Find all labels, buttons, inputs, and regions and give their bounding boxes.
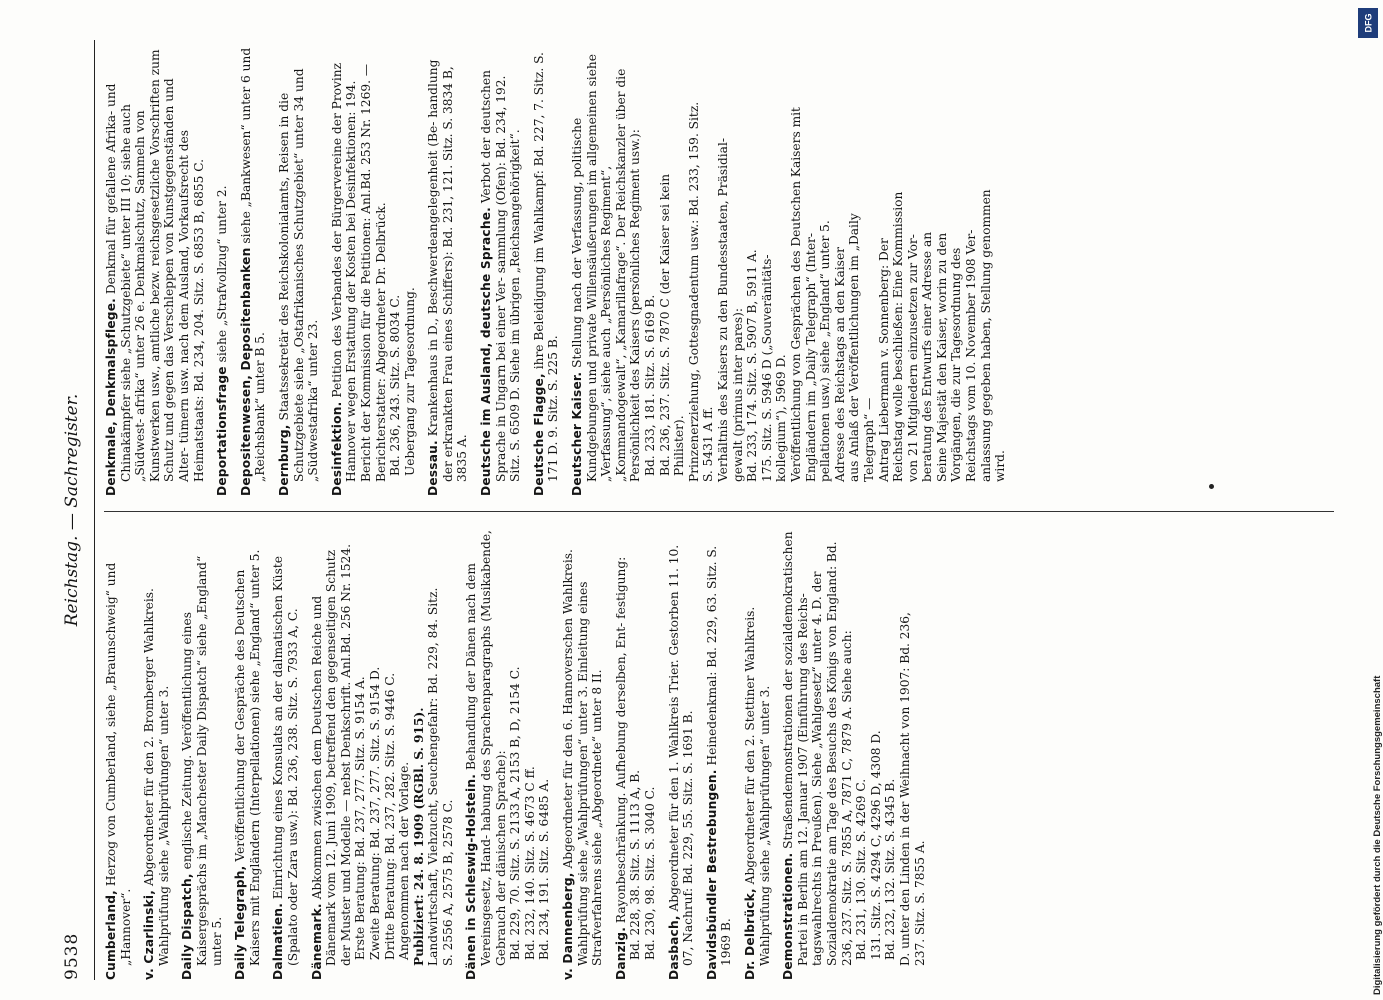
- entry-headword: Demonstrationen.: [781, 852, 796, 980]
- entry-text: die Schutzgebiete siehe „Ostafrikanisches Schutzgebiet“ unter 34: [276, 91, 306, 482]
- entry-continuation: S. 2556 A, 2575 B, 2578 C.: [440, 799, 455, 966]
- entry-text: Heimatstaats: Bd. 234, 204. Sitz. S. 6853 B, 6855 C.: [191, 158, 206, 482]
- entry-continuation: anlassung gegeben haben, Stellung genommen: [978, 189, 993, 482]
- entry-headword: Denkmale, Denkmalspflege.: [104, 297, 118, 496]
- index-entry: [532, 46, 561, 496]
- index-entry: [570, 46, 1008, 496]
- entry-subline: Uebergang zur Tagesordnung.: [402, 287, 417, 476]
- entry-text: Staatssekretär des Reichskolonialamts, Reisen in: [276, 111, 291, 421]
- entry-text: Stellung nach der Verfassung, politische Kundgebungen: [570, 117, 599, 482]
- entry-text: Desinfektionen: 194. Bericht der Kommission für die: [344, 80, 373, 482]
- entry-subline: Zweite Beratung: Bd. 237, 277. Sitz. S. 9154 D.: [367, 666, 382, 960]
- entry-headword: Cumberland,: [104, 890, 118, 980]
- entry-text: Siehe im übrigen „Reichsangehörigkeit“.: [508, 129, 523, 384]
- entry-continuation: aus Anlaß der Veröffentlichungen im „Daily: [847, 213, 862, 482]
- entry-continuation: von 21 Mitgliedern einzusetzen zur Vor-: [905, 234, 920, 482]
- entry-text: Petitionen: Anl.Bd. 253 Nr. 1269. — Berichterstatter:: [358, 63, 388, 482]
- entry-text: (persönliches Regiment usw.):: [628, 129, 643, 316]
- entry-text: und „Reichsbank“ unter B 5.: [238, 47, 268, 482]
- page-title: Reichstag. — Sachregister.: [62, 393, 82, 627]
- entry-headword: Dasbach,: [666, 915, 681, 980]
- entry-text: sammlung (Ofen): Bd. 234, 192. Sitz. S. 6509 D.: [493, 75, 523, 482]
- entry-text: bezw. reichsgesetzliche Vorschriften zum Schutz und gegen: [147, 49, 177, 482]
- entry-headword: Dessau.: [426, 440, 441, 496]
- entry-text: „England“ unter 5.: [194, 555, 224, 966]
- entry-continuation: Antrag Liebermann v. Sonnenberg: Der: [876, 238, 891, 482]
- entry-continuation: 237. Sitz. S. 7855 A.: [912, 840, 927, 966]
- index-entry: [561, 530, 605, 980]
- entry-continuation: Vorgängen, die zur Tagesordnung des: [949, 247, 964, 482]
- digitization-note: Digitalisierung gefördert durch die Deutsche Forschungsgemeinschaft: [1372, 675, 1383, 995]
- entry-subline: Bd. 231, 130. Sitz. S. 4269 C.: [854, 778, 869, 960]
- entry-text: Siehe auch:: [839, 630, 854, 703]
- entry-subline: Philister).: [672, 415, 687, 476]
- entry-subline: Bd. 234, 191. Sitz. S. 6485 A.: [537, 778, 552, 960]
- entry-continuation: Veröffentlichung von Gesprächen des Deutschen Kaisers mit: [788, 107, 803, 482]
- entry-text: Deutschen Kaisers mit Engländern (Interpellationen) siehe: [233, 569, 262, 966]
- running-head: [60, 40, 90, 980]
- entry-text: Küste (Spalato oder Zara usw.): Bd. 236, 238. Sitz.: [271, 556, 300, 966]
- index-entry: [310, 530, 456, 980]
- entry-headword: Dalmatien.: [271, 902, 286, 980]
- entry-continuation: S. 5431 A ff.: [701, 406, 716, 482]
- index-entry: [667, 530, 696, 980]
- entry-text: Gestorben 11. 10. 07, Nachruf: Bd. 229, 55. Sitz. S. 1691 B.: [666, 544, 696, 966]
- dfg-logo: [1358, 8, 1378, 38]
- index-entry: [233, 530, 262, 980]
- page-sheet: [60, 40, 1340, 980]
- index-entry: [104, 530, 133, 980]
- entry-text: afrika“ unter 26 e.: [133, 296, 148, 415]
- entry-headword: v. Dannenberg,: [561, 872, 576, 980]
- entry-text: der dänischen Sprache):: [493, 750, 508, 902]
- index-entry: [781, 530, 927, 980]
- entry-text: Wahlkreis.: [561, 549, 576, 615]
- entry-continuation: Landwirtschaft, Viehzucht, Seuchengefahr: Bd. 229, 84. Sitz.: [426, 587, 441, 966]
- entry-headword: Daily Telegraph,: [233, 865, 248, 980]
- entry-headword: Dänen in Schleswig-Holstein.: [464, 773, 479, 980]
- entry-text: Heinedenkmal: Bd. 229,: [704, 612, 719, 766]
- entry-text: Abgeordneter für den 2. Bromberger Wahlkreis.: [142, 588, 157, 887]
- index-entry: [426, 46, 470, 496]
- entry-text: tümern usw. nach dem Ausland, Vorkaufsrecht des: [176, 130, 191, 444]
- entry-continuation: Bd. 233, 174. Sitz. S. 5907 B, 5911 A.: [745, 249, 760, 482]
- index-entry: [180, 530, 224, 980]
- entry-text: ihre Beleidigung im Wahlkampf:: [531, 166, 546, 370]
- entry-continuation: kollegium“), 5969 D.: [774, 354, 789, 482]
- entry-text: Wahlprüfung siehe „Wahlprüfungen“ unter 3.: [757, 685, 772, 966]
- index-entry: [277, 46, 321, 496]
- entry-continuation: gewalt (primus inter pares):: [730, 308, 745, 482]
- entry-continuation: 175. Sitz. S. 5946 D („Souveränitäts-: [759, 254, 774, 482]
- entry-text: Herzog von Cumberland, siehe „Braunschweig“: [104, 586, 118, 887]
- entry-headword: Daily Dispatch,: [180, 873, 195, 980]
- entry-text: Abgeordneter für den 1. Wahlkreis Trier.: [666, 655, 681, 912]
- entry-subline: Bd. 236, 243. Sitz. S. 8034 C.: [388, 294, 403, 476]
- entry-text: Denkmalschutz, Sammeln von Kunstwerken usw., amtliche: [133, 110, 162, 482]
- entry-continuation: Seine Majestät den Kaiser, worin zu den: [934, 232, 949, 482]
- entry-text: Wahlprüfung siehe „Wahlprüfungen“ unter 3.: [575, 681, 590, 966]
- column-divider: [104, 511, 1334, 512]
- entry-headword: Depositenwesen, Depositenbanken: [238, 247, 253, 496]
- entry-text: tagswahlrechts in Preußen). Siehe „Wahlgesetz“ unter 4.: [810, 609, 825, 966]
- entry-headword: Deutsche Flagge,: [531, 373, 546, 496]
- entry-text: siehe „Bankwesen“ unter 6: [238, 71, 253, 244]
- entry-continuation: Reichstag wolle beschließen: Eine Kommission: [891, 191, 906, 482]
- index-entry: [142, 530, 171, 980]
- entry-subline: Bd. 232, 140. Sitz. S. 4673 C ff.: [522, 766, 537, 960]
- entry-subline: Bd. 236, 237. Sitz. S. 7870 C (der Kaiser sei kein: [657, 173, 672, 476]
- entry-subline: Bd. 230, 98. Sitz. S. 3040 C.: [643, 786, 657, 960]
- entry-text: handlung der erkrankten Frau eines Schiffers): Bd. 231,: [426, 59, 455, 482]
- entry-continuation: Reichstags vom 10. November 1908 Ver-: [964, 229, 979, 482]
- entry-text: Berlin am 12. Januar 1907 (Einführung des Reichs-: [795, 593, 810, 910]
- entry-text: Abgeordneter Dr. Delbrück.: [373, 202, 388, 375]
- entry-text: und „Südwestafrika“ unter 23.: [291, 68, 321, 482]
- entry-text: Anl.Bd. 256 Nr. 1524.: [338, 543, 353, 678]
- entry-continuation: Publiziert: 24. 8. 1909 (RGBl. S. 915).: [411, 707, 426, 966]
- entry-subline: Bd. 229, 70. Sitz. S. 2133 A, 2153 B, D, 2154 C.: [508, 666, 523, 960]
- index-entry: [464, 530, 552, 980]
- entry-text: Rayonbeschränkung. Aufhebung derselben, Ent-: [613, 618, 628, 924]
- entry-text: habung des Sprachenparagraphs (Musikabende, Gebrauch: [479, 530, 508, 966]
- entry-text: „Schutzgebiete“ unter III 10; siehe auch „Südwest-: [118, 104, 148, 482]
- entry-headword: Deportationsfrage: [215, 366, 230, 496]
- entry-headword: Dänemark.: [309, 903, 324, 980]
- entry-text: Einrichtung eines Konsulats an der dalmatischen: [271, 591, 286, 900]
- entry-continuation: D. unter den Linden in der Weihnacht von 1907: Bd. 236,: [897, 612, 912, 966]
- entry-text: Abkommen zwischen dem Deutschen Reiche und Dänemark: [309, 595, 339, 966]
- entry-text: 121. Sitz. S. 3834 B, 3835 A.: [440, 66, 470, 482]
- page-number: 9538: [62, 932, 82, 980]
- entry-subline: Bd. 232, 132. Sitz. S. 4345 B.: [883, 778, 898, 960]
- entry-text: Petition des Verbandes der Bürgervereine: [329, 134, 344, 398]
- entry-text: Abgeordneter für den 2. Stettiner Wahlkreis.: [742, 606, 757, 885]
- entry-text: D. der Sozialdemokratie am Tage des Besuchs des Königs von: [810, 571, 839, 966]
- right-column: [104, 46, 1017, 496]
- entry-text: Einleitung eines Strafverfahrens siehe „Abgeordnete“: [575, 581, 605, 966]
- entry-text: unter 8 II.: [590, 669, 605, 733]
- entry-text: der Provinz Hannover wegen Erstattung der Kosten bei: [329, 62, 359, 482]
- entry-headword: Deutscher Kaiser.: [570, 371, 585, 496]
- index-entry: [239, 46, 268, 496]
- entry-continuation: pellationen usw.) siehe „England“ unter 5.: [818, 220, 833, 482]
- entry-text: Bd. 227, 7. Sitz. S. 171 D.: [531, 52, 561, 482]
- entry-headword: v. Czarlinski,: [142, 889, 157, 980]
- entry-headword: Dr. Delbrück,: [742, 888, 757, 980]
- entry-text: „England“ unter 5.: [247, 549, 262, 667]
- entry-continuation: Telegraph“ —: [861, 397, 876, 482]
- index-entry: [271, 530, 300, 980]
- entry-text: Krankenhaus in D., Beschwerdeangelegenheit (Be-: [426, 117, 441, 437]
- entry-continuation: wird.: [993, 450, 1008, 482]
- left-column: [104, 530, 936, 980]
- entry-text: festigung:: [613, 556, 628, 619]
- index-entry: [330, 46, 418, 496]
- entry-continuation: Adresse des Reichstags an den Kaiser: [832, 247, 847, 482]
- entry-text: Veröffentlichung der Gespräche des: [233, 635, 248, 862]
- entry-continuation: Prinzenerziehung, Gottesgnadentum usw.: Bd. 233, 159. Sitz.: [686, 101, 701, 482]
- entry-text: 9. Sitz. S. 225 B.: [546, 335, 561, 438]
- entry-continuation: Verhältnis des Kaisers zu den Bundesstaaten, Präsidial-: [715, 138, 730, 482]
- dfg-logo-text: DFG: [1363, 13, 1373, 33]
- entry-text: vom 12. Juni 1909, betreffend den gegenseitigen Schutz: [324, 549, 339, 898]
- entry-text: „Kommandogewalt“, „Kamarillafrage“.: [613, 237, 628, 482]
- entry-headword: Deutsche im Ausland, deutsche Sprache.: [479, 207, 494, 496]
- entry-subline: Dritte Beratung: Bd. 237, 282. Sitz. S. 9446 C.: [382, 672, 397, 960]
- index-entry: [479, 46, 523, 496]
- entry-continuation: beratung des Entwurfs einer Adresse an: [920, 231, 935, 482]
- bullet-mark: [1209, 484, 1214, 489]
- entry-text: „Verfassung“, siehe auch „Persönliches Regiment“,: [599, 165, 614, 482]
- index-entry: [743, 530, 772, 980]
- entry-text: englische Zeitung. Veröffentlichung eines: [180, 612, 195, 870]
- entry-text: siehe „Strafvollzug“ unter 2.: [215, 185, 230, 363]
- entry-headword: Desinfektion.: [329, 401, 344, 496]
- entry-headword: Dernburg,: [276, 424, 291, 496]
- entry-text: und „Hannover“.: [104, 562, 133, 966]
- entry-text: Der Reichskanzler über die Persönlichkeit des Kaisers: [613, 68, 643, 482]
- entry-subline: Bd. 228, 38. Sitz. S. 1113 A, B.: [628, 769, 643, 960]
- entry-text: das Verschleppen von Kunstgegenständen und Alter-: [162, 78, 191, 482]
- entry-headword: Danzig.: [613, 926, 628, 980]
- entry-text: Straßendemonstrationen der sozialdemokratischen Partei in: [781, 531, 810, 966]
- index-entry: [614, 530, 658, 980]
- entry-text: England: Bd. 236, 237. Sitz. S. 7855 A, 7871 C,: [824, 541, 854, 966]
- entry-text: Behandlung der Dänen nach dem Vereinsgesetz, Hand-: [464, 563, 494, 966]
- entry-text: und private Willensäußerungen im allgemeinen siehe: [584, 54, 599, 385]
- entry-text: Denkmal für gefallene Afrika- und Chinakämpfer siehe: [104, 83, 133, 482]
- entry-headword: Davidsbündler Bestrebungen.: [704, 769, 719, 980]
- entry-text: Wahlprüfung siehe „Wahlprüfungen“ unter 3.: [156, 685, 171, 966]
- entry-text: der Muster und Modelle — nebst Denkschrift.: [338, 677, 353, 966]
- entry-text: 63. Sitz. S. 1969 B.: [704, 545, 734, 966]
- header-rule: [94, 40, 95, 980]
- entry-subline: Angenommen nach der Vorlage.: [397, 761, 412, 960]
- entry-subline: 131. Sitz. S. 4294 C, 4296 D, 4308 D.: [868, 730, 883, 960]
- entry-text: Kaisergesprächs im „Manchester Daily Dispatch“ siehe: [194, 619, 209, 966]
- entry-text: Verbot der deutschen Sprache in Ungarn bei einer Ver-: [479, 70, 508, 482]
- entry-subline: Erste Beratung: Bd. 237, 277. Sitz. S. 9154 A.: [353, 676, 368, 960]
- entry-text: 7879 A.: [839, 702, 854, 755]
- index-entry: [215, 46, 230, 496]
- entry-continuation: Engländern im „Daily Telegraph“ (Inter-: [803, 233, 818, 482]
- entry-text: Abgeordneter für den 6. Hannoverschen: [561, 614, 576, 869]
- index-entry: [705, 530, 734, 980]
- entry-text: S. 7933 A, C.: [285, 608, 300, 689]
- entry-subline: Bd. 233, 181. Sitz. S. 6169 B.: [643, 294, 657, 476]
- index-entry: [104, 46, 206, 496]
